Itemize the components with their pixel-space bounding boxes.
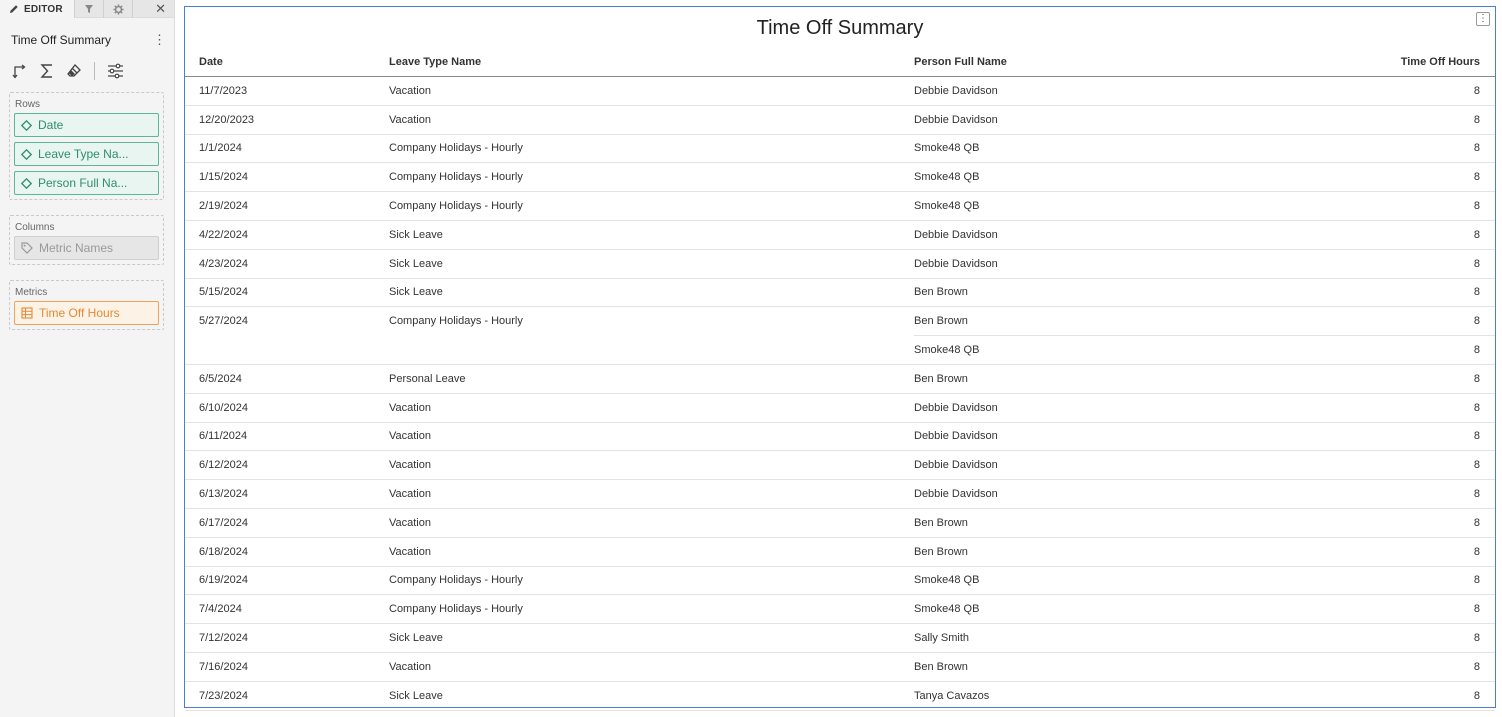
rows-shelf-label: Rows — [15, 99, 41, 110]
table-row[interactable] — [185, 480, 1495, 509]
cell-leave-type: Sick Leave — [389, 689, 443, 702]
table-row[interactable] — [185, 307, 1495, 336]
tag-icon — [21, 242, 33, 254]
cell-time-off-hours: 8 — [1473, 286, 1480, 299]
row-pill-label: Person Full Na... — [38, 176, 128, 190]
cell-leave-type: Company Holidays - Hourly — [389, 200, 523, 213]
cell-time-off-hours: 8 — [1473, 430, 1480, 443]
cell-person: Smoke48 QB — [914, 344, 980, 357]
cell-person: Debbie Davidson — [914, 113, 998, 126]
editor-tabbar — [0, 0, 174, 18]
cell-date: 4/23/2024 — [199, 257, 248, 270]
row-group-cells — [185, 394, 914, 423]
row-group-cells — [185, 567, 914, 596]
pencil-icon — [9, 4, 19, 14]
cell-leave-type: Sick Leave — [389, 632, 443, 645]
tab-settings[interactable] — [104, 0, 133, 18]
cell-date: 1/15/2024 — [199, 171, 248, 184]
cell-date: 12/20/2023 — [199, 113, 255, 126]
tab-editor[interactable] — [0, 0, 75, 18]
header-person[interactable]: Person Full Name — [914, 56, 1007, 68]
cell-date: 2/19/2024 — [199, 200, 248, 213]
cell-time-off-hours: 8 — [1473, 545, 1480, 558]
table-row[interactable] — [185, 682, 1495, 711]
cell-date: 6/19/2024 — [199, 574, 248, 587]
close-editor-button[interactable] — [133, 0, 174, 17]
cell-person: Debbie Davidson — [914, 401, 998, 414]
row-value-cells — [914, 336, 1495, 365]
table-row[interactable] — [185, 135, 1495, 164]
row-pill-date[interactable] — [14, 113, 159, 137]
row-value-cells — [914, 394, 1495, 423]
row-group-cells — [185, 250, 914, 279]
filter-icon — [84, 4, 94, 14]
cell-date: 6/12/2024 — [199, 459, 248, 472]
tab-filters[interactable] — [75, 0, 104, 18]
cell-time-off-hours: 8 — [1473, 632, 1480, 645]
row-value-cells — [914, 423, 1495, 452]
cell-time-off-hours: 8 — [1473, 171, 1480, 184]
toolbar-divider — [94, 62, 95, 80]
cell-person: Smoke48 QB — [914, 200, 980, 213]
metrics-shelf-label: Metrics — [15, 287, 48, 298]
cell-time-off-hours: 8 — [1473, 142, 1480, 155]
swap-axes-icon[interactable] — [12, 63, 28, 79]
cell-leave-type: Personal Leave — [389, 372, 466, 385]
editor-panel — [0, 0, 175, 717]
row-group-cells — [185, 135, 914, 164]
cell-time-off-hours: 8 — [1473, 603, 1480, 616]
cell-time-off-hours: 8 — [1473, 488, 1480, 501]
cell-person: Sally Smith — [914, 632, 970, 645]
cell-person: Smoke48 QB — [914, 574, 980, 587]
cell-date: 7/16/2024 — [199, 660, 248, 673]
row-group-cells — [185, 365, 914, 394]
cell-date: 6/5/2024 — [199, 372, 242, 385]
cell-time-off-hours: 8 — [1473, 574, 1480, 587]
tab-editor-label: EDITOR — [24, 3, 63, 15]
row-group-cells — [185, 423, 914, 452]
cell-time-off-hours: 8 — [1473, 372, 1480, 385]
cell-time-off-hours: 8 — [1473, 660, 1480, 673]
column-pill-label: Metric Names — [39, 241, 114, 255]
cell-person: Debbie Davidson — [914, 257, 998, 270]
cell-person: Ben Brown — [914, 372, 968, 385]
cell-time-off-hours: 8 — [1473, 689, 1480, 702]
row-value-cells — [914, 509, 1495, 538]
row-value-cells — [914, 365, 1495, 394]
cell-date: 4/22/2024 — [199, 228, 248, 241]
row-value-cells — [914, 595, 1495, 624]
table-title: Time Off Summary — [756, 17, 924, 39]
table-row[interactable] — [185, 567, 1495, 596]
row-group-cells — [185, 192, 914, 221]
row-value-cells — [914, 451, 1495, 480]
cell-date: 7/4/2024 — [199, 603, 242, 616]
cell-date: 5/15/2024 — [199, 286, 248, 299]
row-value-cells — [914, 480, 1495, 509]
row-value-cells — [914, 307, 1495, 336]
table-row[interactable] — [185, 279, 1495, 308]
cell-leave-type: Company Holidays - Hourly — [389, 603, 523, 616]
row-pill-label: Date — [38, 118, 64, 132]
dimension-icon — [21, 149, 32, 160]
row-pill-label: Leave Type Na... — [38, 147, 129, 161]
row-value-cells — [914, 250, 1495, 279]
table-row[interactable] — [185, 77, 1495, 106]
columns-shelf[interactable] — [9, 215, 164, 265]
cell-time-off-hours: 8 — [1473, 344, 1480, 357]
table-row[interactable] — [185, 538, 1495, 567]
table-row[interactable] — [185, 451, 1495, 480]
table-visualization[interactable] — [184, 6, 1496, 708]
cell-time-off-hours: 8 — [1473, 401, 1480, 414]
cell-time-off-hours: 8 — [1473, 113, 1480, 126]
cell-person: Debbie Davidson — [914, 228, 998, 241]
row-value-cells — [914, 538, 1495, 567]
table-row[interactable] — [185, 653, 1495, 682]
row-group-cells — [185, 624, 914, 653]
editor-toolbar — [12, 62, 124, 80]
cell-person: Ben Brown — [914, 545, 968, 558]
table-row[interactable] — [185, 423, 1495, 452]
row-group-cells — [185, 307, 914, 336]
cell-leave-type: Company Holidays - Hourly — [389, 574, 523, 587]
cell-time-off-hours: 8 — [1473, 200, 1480, 213]
cell-person: Debbie Davidson — [914, 488, 998, 501]
cell-leave-type: Company Holidays - Hourly — [389, 142, 523, 155]
row-value-cells — [914, 279, 1495, 308]
cell-leave-type: Sick Leave — [389, 286, 443, 299]
row-group-cells — [185, 682, 914, 711]
metric-pill-label: Time Off Hours — [39, 306, 120, 320]
cell-date: 6/10/2024 — [199, 401, 248, 414]
cell-time-off-hours: 8 — [1473, 459, 1480, 472]
cell-leave-type: Vacation — [389, 401, 431, 414]
row-group-cells — [185, 163, 914, 192]
table-row[interactable] — [185, 595, 1495, 624]
table-row[interactable] — [185, 221, 1495, 250]
metric-pill-time-off-hours[interactable] — [14, 301, 159, 325]
row-group-cells — [185, 279, 914, 308]
row-group-cells — [185, 451, 914, 480]
row-group-cells — [185, 336, 914, 365]
cell-person: Smoke48 QB — [914, 171, 980, 184]
table-row[interactable] — [185, 509, 1495, 538]
cell-date: 6/18/2024 — [199, 545, 248, 558]
dimension-icon — [21, 120, 32, 131]
dimension-icon — [21, 178, 32, 189]
cell-date: 7/12/2024 — [199, 632, 248, 645]
table-body — [185, 77, 1495, 711]
sheet-title-row — [11, 33, 166, 47]
cell-leave-type: Vacation — [389, 660, 431, 673]
table-row[interactable] — [185, 365, 1495, 394]
cell-time-off-hours: 8 — [1473, 257, 1480, 270]
cell-leave-type: Vacation — [389, 113, 431, 126]
cell-person: Smoke48 QB — [914, 142, 980, 155]
table-row[interactable] — [185, 336, 1495, 365]
row-value-cells — [914, 77, 1495, 106]
sigma-icon[interactable] — [40, 63, 54, 79]
cell-date: 6/11/2024 — [199, 430, 248, 443]
cell-leave-type: Company Holidays - Hourly — [389, 171, 523, 184]
column-pill-metric-names[interactable] — [14, 236, 159, 260]
row-group-cells — [185, 221, 914, 250]
row-group-cells — [185, 509, 914, 538]
row-value-cells — [914, 624, 1495, 653]
sheet-title: Time Off Summary — [11, 33, 112, 47]
cell-person: Debbie Davidson — [914, 84, 998, 97]
metric-icon — [21, 307, 33, 319]
table-header — [185, 48, 1495, 77]
row-group-cells — [185, 77, 914, 106]
row-value-cells — [914, 682, 1495, 711]
cell-leave-type: Vacation — [389, 516, 431, 529]
cell-person: Debbie Davidson — [914, 430, 998, 443]
cell-leave-type: Vacation — [389, 545, 431, 558]
row-pill-person[interactable] — [14, 171, 159, 195]
cell-date: 1/1/2024 — [199, 142, 242, 155]
header-leave-type[interactable]: Leave Type Name — [389, 56, 482, 68]
cell-date: 6/17/2024 — [199, 516, 248, 529]
row-value-cells — [914, 567, 1495, 596]
rows-shelf[interactable] — [9, 92, 164, 200]
cell-leave-type: Vacation — [389, 84, 431, 97]
table-row[interactable] — [185, 394, 1495, 423]
cell-person: Tanya Cavazos — [914, 689, 990, 702]
row-group-cells — [185, 538, 914, 567]
row-group-cells — [185, 480, 914, 509]
table-row[interactable] — [185, 624, 1495, 653]
cell-person: Ben Brown — [914, 660, 968, 673]
cell-time-off-hours: 8 — [1473, 228, 1480, 241]
cell-time-off-hours: 8 — [1473, 84, 1480, 97]
sliders-icon[interactable] — [107, 63, 124, 79]
table-row[interactable] — [185, 106, 1495, 135]
row-value-cells — [914, 192, 1495, 221]
cell-leave-type: Sick Leave — [389, 228, 443, 241]
row-value-cells — [914, 221, 1495, 250]
cell-date: 5/27/2024 — [199, 315, 248, 328]
cell-person: Ben Brown — [914, 286, 968, 299]
cell-date: 6/13/2024 — [199, 488, 248, 501]
table-row[interactable] — [185, 192, 1495, 221]
row-value-cells — [914, 653, 1495, 682]
header-time-off-hours[interactable]: Time Off Hours — [1400, 56, 1480, 68]
cell-person: Ben Brown — [914, 315, 968, 328]
cell-leave-type: Company Holidays - Hourly — [389, 315, 523, 328]
gear-icon — [113, 4, 124, 15]
cell-leave-type: Sick Leave — [389, 257, 443, 270]
cell-leave-type: Vacation — [389, 488, 431, 501]
row-value-cells — [914, 163, 1495, 192]
row-value-cells — [914, 106, 1495, 135]
cell-person: Ben Brown — [914, 516, 968, 529]
cell-time-off-hours: 8 — [1473, 516, 1480, 529]
row-pill-leave-type[interactable] — [14, 142, 159, 166]
eraser-icon[interactable] — [66, 63, 82, 79]
header-date[interactable]: Date — [199, 56, 223, 68]
kebab-icon[interactable]: ⋮ — [153, 32, 166, 47]
row-group-cells — [185, 653, 914, 682]
cell-date: 11/7/2023 — [199, 84, 248, 97]
more-options-icon[interactable]: ⋮ — [1478, 13, 1488, 24]
cell-leave-type: Vacation — [389, 430, 431, 443]
row-group-cells — [185, 106, 914, 135]
row-group-cells — [185, 595, 914, 624]
table-row[interactable] — [185, 163, 1495, 192]
close-icon: ✕ — [155, 0, 166, 16]
cell-leave-type: Vacation — [389, 459, 431, 472]
columns-shelf-label: Columns — [15, 222, 55, 233]
cell-person: Smoke48 QB — [914, 603, 980, 616]
table-row[interactable] — [185, 250, 1495, 279]
row-value-cells — [914, 135, 1495, 164]
cell-time-off-hours: 8 — [1473, 315, 1480, 328]
cell-person: Debbie Davidson — [914, 459, 998, 472]
data-table — [185, 48, 1495, 711]
cell-date: 7/23/2024 — [199, 689, 248, 702]
metrics-shelf[interactable] — [9, 280, 164, 330]
